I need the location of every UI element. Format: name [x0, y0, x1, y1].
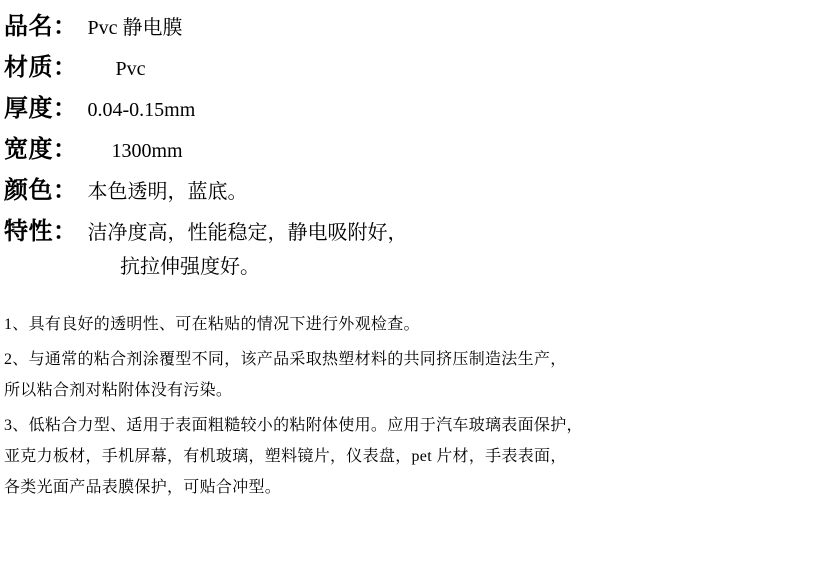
feature-line: 亚克力板材，手机屏幕，有机玻璃，塑料镜片，仪表盘，pet 片材，手表表面， — [4, 448, 567, 465]
spec-value: 本色透明，蓝底。 — [87, 181, 248, 203]
spec-row-width — [4, 129, 819, 164]
spec-value: 0.04-0.15mm — [87, 99, 196, 121]
feature-line: 所以粘合剂对粘附体没有污染。 — [4, 382, 233, 399]
spec-row-characteristics — [4, 211, 819, 246]
feature-paragraph — [4, 344, 819, 406]
spec-label: 品名： — [4, 14, 78, 40]
feature-line: 各类光面产品表膜保护，可贴合冲型。 — [4, 479, 282, 496]
spec-row-product-name — [4, 6, 819, 41]
feature-line: 1、具有良好的透明性、可在粘贴的情况下进行外观检查。 — [4, 316, 420, 333]
spec-label: 宽度： — [4, 137, 78, 163]
spec-row-color — [4, 170, 819, 205]
spec-label: 材质： — [4, 55, 78, 81]
feature-paragraph — [4, 410, 819, 503]
product-spec-list — [0, 0, 819, 279]
spec-characteristics-continuation: 抗拉伸强度好。 — [120, 256, 260, 278]
feature-paragraph — [4, 309, 819, 340]
feature-line: 3、低粘合力型、适用于表面粗糙较小的粘附体使用。应用于汽车玻璃表面保护， — [4, 417, 583, 434]
spec-label: 厚度： — [4, 96, 78, 122]
spec-value: 洁净度高，性能稳定，静电吸附好， — [87, 222, 408, 244]
spec-row-material — [4, 47, 819, 82]
spec-value: Pvc 静电膜 — [87, 17, 183, 39]
spec-label: 特性： — [4, 219, 78, 245]
feature-paragraph-list — [0, 287, 819, 503]
spec-label: 颜色： — [4, 178, 78, 204]
feature-line: 2、与通常的粘合剂涂覆型不同，该产品采取热塑材料的共同挤压制造法生产， — [4, 351, 567, 368]
spec-value: Pvc — [115, 58, 146, 80]
spec-value: 1300mm — [111, 140, 183, 162]
spec-row-thickness — [4, 88, 819, 123]
